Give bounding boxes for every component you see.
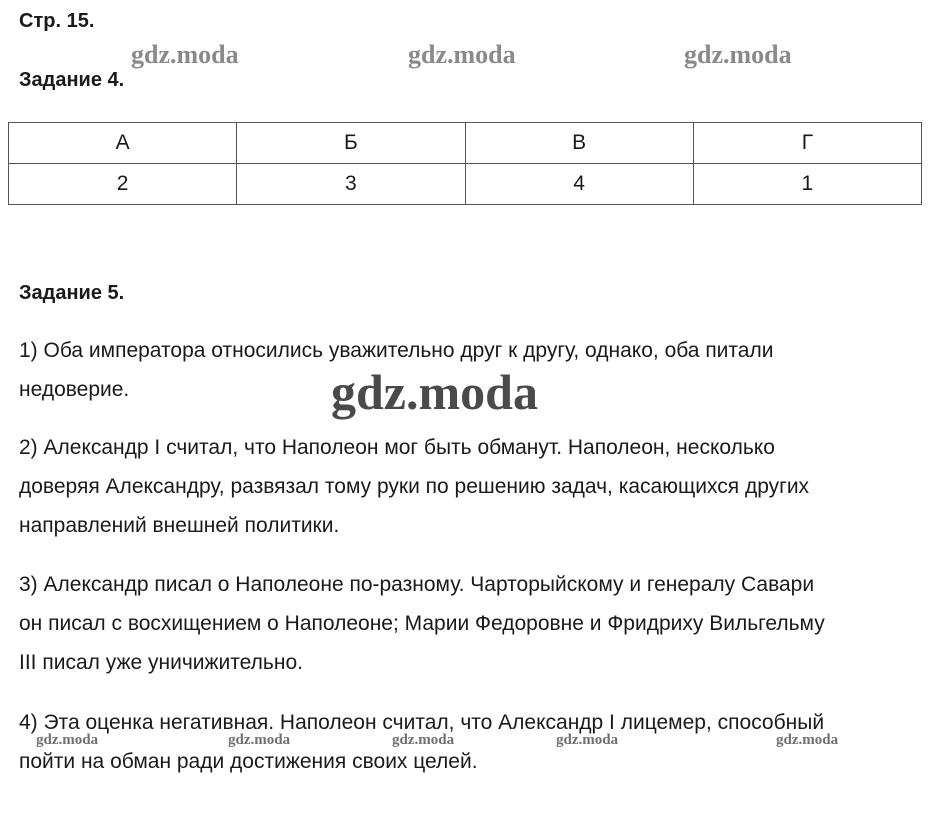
answer-paragraph-3 xyxy=(19,565,919,682)
text-line: 4) Эта оценка негативная. Наполеон считал, что Александр I лицемер, способный xyxy=(19,711,825,734)
table-header-cell: Г xyxy=(693,123,921,164)
table-header-cell: Б xyxy=(237,123,465,164)
text-line: пойти на обман ради достижения своих целей. xyxy=(19,750,478,773)
table-row xyxy=(9,164,922,205)
watermark-top-2: gdz.moda xyxy=(408,40,516,69)
text-line: доверяя Александру, развязал тому руки по решению задач, касающихся других xyxy=(19,475,810,498)
watermark-top-3: gdz.moda xyxy=(684,40,792,69)
table-header-cell: В xyxy=(465,123,693,164)
task4-title: Задание 4. xyxy=(19,69,125,91)
text-line: он писал с восхищением о Наполеоне; Марии Федоровне и Фридриху Вильгельму xyxy=(19,612,825,635)
page-number: Стр. 15. xyxy=(19,10,95,32)
watermark-bottom-5: gdz.moda xyxy=(776,732,839,748)
table-header-cell: А xyxy=(9,123,237,164)
text-line: недоверие. xyxy=(19,378,130,401)
table-cell: 3 xyxy=(237,164,465,205)
watermark-bottom-1: gdz.moda xyxy=(36,732,99,748)
table-cell: 4 xyxy=(465,164,693,205)
watermark-center: gdz.moda xyxy=(331,364,538,420)
task4-answer-table xyxy=(8,122,922,205)
table-cell: 2 xyxy=(9,164,237,205)
watermark-bottom-4: gdz.moda xyxy=(556,732,619,748)
table-cell: 1 xyxy=(693,164,921,205)
watermark-bottom-2: gdz.moda xyxy=(228,732,291,748)
watermark-bottom-3: gdz.moda xyxy=(392,732,455,748)
table-header-row xyxy=(9,123,922,164)
text-line: 1) Оба императора относились уважительно друг к другу, однако, оба питали xyxy=(19,339,774,362)
watermark-top-1: gdz.moda xyxy=(131,40,239,69)
text-line: направлений внешней политики. xyxy=(19,514,340,537)
text-line: 2) Александр I считал, что Наполеон мог быть обманут. Наполеон, несколько xyxy=(19,436,775,459)
text-line: III писал уже уничижительно. xyxy=(19,651,303,674)
task5-title: Задание 5. xyxy=(19,282,125,304)
answer-paragraph-2 xyxy=(19,428,919,545)
text-line: 3) Александр писал о Наполеоне по-разному. Чарторыйскому и генералу Савари xyxy=(19,573,815,596)
